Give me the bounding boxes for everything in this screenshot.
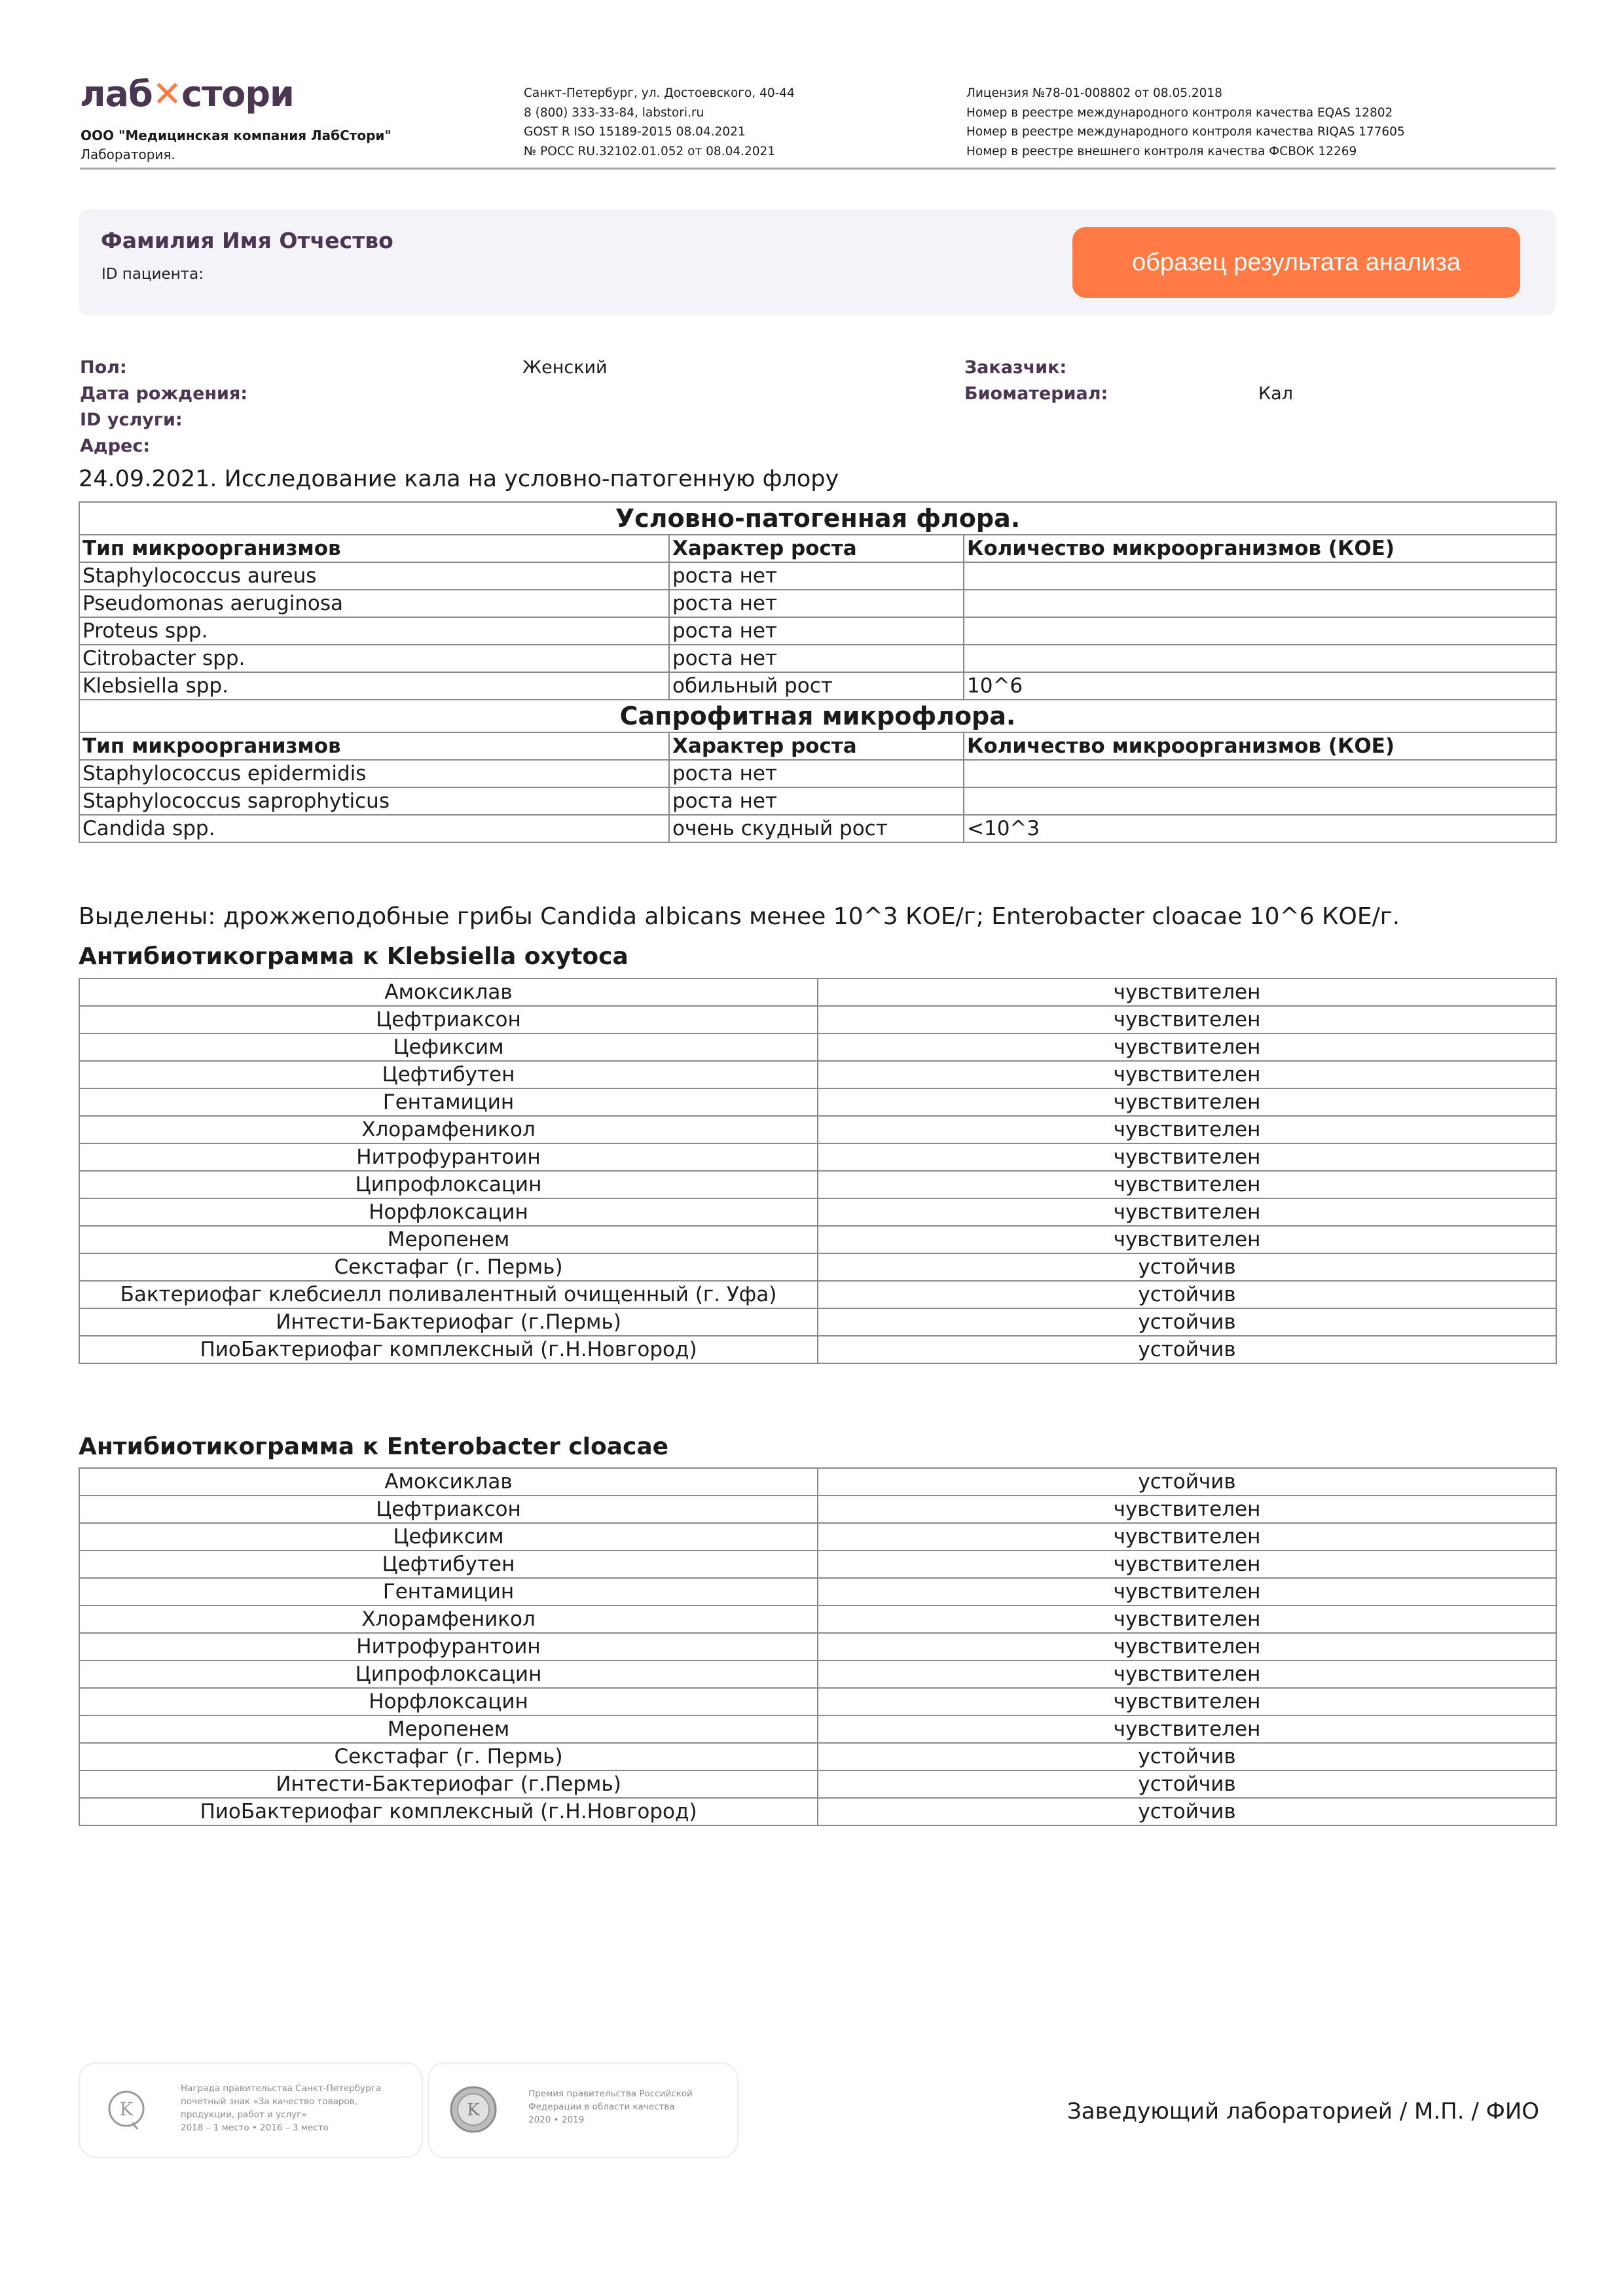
antibiogram-row <box>79 1468 1556 1496</box>
drug-cell: Норфлоксацин <box>79 1688 818 1715</box>
organism-cell: Proteus spp. <box>79 617 669 645</box>
quality-award-icon <box>103 2087 149 2133</box>
antibiogram-row <box>79 1551 1556 1578</box>
drug-cell: Хлорамфеникол <box>79 1116 818 1143</box>
quality-medal-icon <box>448 2085 498 2134</box>
svg-text:K: K <box>467 2100 480 2120</box>
sensitivity-cell: чувствителен <box>818 1523 1556 1551</box>
sensitivity-cell: чувствителен <box>818 1688 1556 1715</box>
flora-row <box>79 760 1556 787</box>
drug-cell: Цефтриаксон <box>79 1496 818 1523</box>
drug-cell: Секстафаг (г. Пермь) <box>79 1743 818 1770</box>
licenses-block <box>966 84 1405 161</box>
sensitivity-cell: устойчив <box>818 1798 1556 1825</box>
award-card-rf <box>428 2062 739 2158</box>
antibiogram-row <box>79 1061 1556 1088</box>
antibiogram-row <box>79 1033 1556 1061</box>
sensitivity-cell: чувствителен <box>818 1198 1556 1226</box>
dob-label: Дата рождения: <box>80 384 248 404</box>
antibiogram-row <box>79 1308 1556 1336</box>
license-riqas: Номер в реестре международного контроля качества RIQAS 177605 <box>966 125 1405 139</box>
biomaterial-value: Кал <box>1258 384 1293 404</box>
drug-cell: Норфлоксацин <box>79 1198 818 1226</box>
organism-cell: Klebsiella spp. <box>79 672 669 700</box>
drug-cell: Нитрофурантоин <box>79 1633 818 1660</box>
organism-cell: Citrobacter spp. <box>79 645 669 672</box>
pathogenic-section-title: Условно-патогенная флора. <box>79 502 1556 535</box>
cfu-cell: 10^6 <box>964 672 1556 700</box>
organism-cell: Staphylococcus saprophyticus <box>79 787 669 815</box>
sensitivity-cell: чувствителен <box>818 1143 1556 1171</box>
license-fsvok: Номер в реестре внешнего контроля качества ФСВОК 12269 <box>966 144 1357 158</box>
antibiogram-row <box>79 1226 1556 1253</box>
antibiogram-enterobacter-title: Антибиотикограмма к Enterobacter cloacae <box>79 1433 669 1460</box>
growth-cell: роста нет <box>669 760 964 787</box>
svg-text:K: K <box>119 2098 134 2120</box>
sensitivity-cell: чувствителен <box>818 1715 1556 1743</box>
column-header: Количество микроорганизмов (КОЕ) <box>964 732 1556 760</box>
flora-row <box>79 590 1556 617</box>
cfu-cell <box>964 562 1556 590</box>
growth-cell: роста нет <box>669 617 964 645</box>
antibiogram-row <box>79 1281 1556 1308</box>
patient-id-label: ID пациента: <box>101 266 204 283</box>
award-card-spb <box>79 2062 423 2158</box>
contacts-block <box>524 84 795 161</box>
organism-cell: Staphylococcus aureus <box>79 562 669 590</box>
company-subtitle: Лаборатория. <box>81 147 175 162</box>
biomaterial-label: Биоматериал: <box>964 384 1108 404</box>
sensitivity-cell: устойчив <box>818 1281 1556 1308</box>
labstori-logo[interactable]: лаб✕стори <box>80 73 294 115</box>
header-divider <box>80 168 1556 170</box>
sensitivity-cell: чувствителен <box>818 1551 1556 1578</box>
flora-row <box>79 562 1556 590</box>
drug-cell: Цефтибутен <box>79 1551 818 1578</box>
contact-phone-site: 8 (800) 333-33-84, labstori.ru <box>524 105 704 120</box>
award-text-spb: Награда правительства Санкт-Петербурга почетный знак «За качество товаров, продукции, работ и услуг» 2018 – 1 место • 2016 – 3 место <box>181 2083 382 2133</box>
antibiogram-row <box>79 1605 1556 1633</box>
flora-row <box>79 617 1556 645</box>
antibiogram-row <box>79 1770 1556 1798</box>
sensitivity-cell: устойчив <box>818 1743 1556 1770</box>
antibiogram-row <box>79 1633 1556 1660</box>
logo-mark-icon: ✕ <box>152 73 181 115</box>
sensitivity-cell: чувствителен <box>818 1171 1556 1198</box>
sensitivity-cell: чувствителен <box>818 1660 1556 1688</box>
drug-cell: Нитрофурантоин <box>79 1143 818 1171</box>
flora-row <box>79 787 1556 815</box>
drug-cell: Амоксиклав <box>79 1468 818 1496</box>
license-line: Лицензия №78-01-008802 от 08.05.2018 <box>966 86 1222 100</box>
antibiogram-klebsiella-title: Антибиотикограмма к Klebsiella oxytoca <box>79 943 629 970</box>
column-header: Характер роста <box>669 535 964 562</box>
antibiogram-klebsiella-table <box>79 978 1557 1364</box>
flora-row <box>79 815 1556 842</box>
drug-cell: Интести-Бактериофаг (г.Пермь) <box>79 1308 818 1336</box>
sample-result-button[interactable]: образец результата анализа <box>1072 227 1520 298</box>
sensitivity-cell: устойчив <box>818 1336 1556 1363</box>
drug-cell: Амоксиклав <box>79 978 818 1006</box>
drug-cell: Интести-Бактериофаг (г.Пермь) <box>79 1770 818 1798</box>
sensitivity-cell: устойчив <box>818 1308 1556 1336</box>
sex-value: Женский <box>522 357 608 378</box>
antibiogram-row <box>79 1116 1556 1143</box>
sensitivity-cell: чувствителен <box>818 1633 1556 1660</box>
drug-cell: Хлорамфеникол <box>79 1605 818 1633</box>
sensitivity-cell: чувствителен <box>818 1116 1556 1143</box>
flora-row <box>79 672 1556 700</box>
flora-table <box>79 501 1557 843</box>
antibiogram-row <box>79 1006 1556 1033</box>
contact-gost: GOST R ISO 15189-2015 08.04.2021 <box>524 125 746 139</box>
flora-header-row <box>79 732 1556 760</box>
antibiogram-row <box>79 978 1556 1006</box>
antibiogram-row <box>79 1743 1556 1770</box>
flora-section-row <box>79 700 1556 732</box>
drug-cell: ПиоБактериофаг комплексный (г.Н.Новгород) <box>79 1798 818 1825</box>
antibiogram-row <box>79 1336 1556 1363</box>
column-header: Тип микроорганизмов <box>79 535 669 562</box>
drug-cell: Меропенем <box>79 1226 818 1253</box>
antibiogram-row <box>79 1578 1556 1605</box>
drug-cell: Секстафаг (г. Пермь) <box>79 1253 818 1281</box>
cfu-cell <box>964 787 1556 815</box>
drug-cell: Цефиксим <box>79 1033 818 1061</box>
sex-label: Пол: <box>80 357 127 378</box>
drug-cell: Гентамицин <box>79 1088 818 1116</box>
patient-name: Фамилия Имя Отчество <box>101 228 393 253</box>
flora-section-row <box>79 502 1556 535</box>
antibiogram-row <box>79 1715 1556 1743</box>
sensitivity-cell: устойчив <box>818 1770 1556 1798</box>
contact-ross: № РОСС RU.32102.01.052 от 08.04.2021 <box>524 144 776 158</box>
drug-cell: Бактериофаг клебсиелл поливалентный очищенный (г. Уфа) <box>79 1281 818 1308</box>
growth-cell: очень скудный рост <box>669 815 964 842</box>
isolated-organisms: Выделены: дрожжеподобные грибы Candida albicans менее 10^3 КОЕ/г; Enterobacter cloacae 10^6 КОЕ/г. <box>79 903 1400 930</box>
organism-cell: Pseudomonas aeruginosa <box>79 590 669 617</box>
sensitivity-cell: чувствителен <box>818 978 1556 1006</box>
sensitivity-cell: чувствителен <box>818 1496 1556 1523</box>
drug-cell: Гентамицин <box>79 1578 818 1605</box>
antibiogram-row <box>79 1523 1556 1551</box>
antibiogram-row <box>79 1171 1556 1198</box>
address-label: Адрес: <box>80 436 151 456</box>
sensitivity-cell: чувствителен <box>818 1605 1556 1633</box>
study-title: 24.09.2021. Исследование кала на условно-патогенную флору <box>79 466 839 492</box>
company-name: ООО "Медицинская компания ЛабСтори" <box>81 128 392 143</box>
contact-address: Санкт-Петербург, ул. Достоевского, 40-44 <box>524 86 795 100</box>
column-header: Характер роста <box>669 732 964 760</box>
column-header: Количество микроорганизмов (КОЕ) <box>964 535 1556 562</box>
organism-cell: Staphylococcus epidermidis <box>79 760 669 787</box>
sensitivity-cell: чувствителен <box>818 1061 1556 1088</box>
award-text-rf: Премия правительства Российской Федерации в области качества 2020 • 2019 <box>528 2089 693 2125</box>
drug-cell: Цефтриаксон <box>79 1006 818 1033</box>
sensitivity-cell: чувствителен <box>818 1088 1556 1116</box>
antibiogram-row <box>79 1660 1556 1688</box>
drug-cell: Цефиксим <box>79 1523 818 1551</box>
flora-header-row <box>79 535 1556 562</box>
sensitivity-cell: устойчив <box>818 1253 1556 1281</box>
growth-cell: роста нет <box>669 590 964 617</box>
sensitivity-cell: чувствителен <box>818 1226 1556 1253</box>
antibiogram-enterobacter-table <box>79 1467 1557 1826</box>
service-id-label: ID услуги: <box>80 410 183 430</box>
license-eqas: Номер в реестре международного контроля качества EQAS 12802 <box>966 105 1393 120</box>
growth-cell: роста нет <box>669 645 964 672</box>
cfu-cell <box>964 590 1556 617</box>
customer-label: Заказчик: <box>964 357 1067 378</box>
growth-cell: роста нет <box>669 562 964 590</box>
drug-cell: Цефтибутен <box>79 1061 818 1088</box>
column-header: Тип микроорганизмов <box>79 732 669 760</box>
drug-cell: Меропенем <box>79 1715 818 1743</box>
cfu-cell: <10^3 <box>964 815 1556 842</box>
drug-cell: ПиоБактериофаг комплексный (г.Н.Новгород) <box>79 1336 818 1363</box>
antibiogram-row <box>79 1496 1556 1523</box>
sensitivity-cell: устойчив <box>818 1468 1556 1496</box>
drug-cell: Ципрофлоксацин <box>79 1660 818 1688</box>
cfu-cell <box>964 645 1556 672</box>
cfu-cell <box>964 617 1556 645</box>
antibiogram-row <box>79 1688 1556 1715</box>
organism-cell: Candida spp. <box>79 815 669 842</box>
growth-cell: обильный рост <box>669 672 964 700</box>
sensitivity-cell: чувствителен <box>818 1006 1556 1033</box>
cfu-cell <box>964 760 1556 787</box>
antibiogram-row <box>79 1198 1556 1226</box>
antibiogram-row <box>79 1088 1556 1116</box>
sensitivity-cell: чувствителен <box>818 1578 1556 1605</box>
growth-cell: роста нет <box>669 787 964 815</box>
saprophytic-section-title: Сапрофитная микрофлора. <box>79 700 1556 732</box>
flora-row <box>79 645 1556 672</box>
antibiogram-row <box>79 1143 1556 1171</box>
antibiogram-row <box>79 1253 1556 1281</box>
signature-line: Заведующий лабораторией / М.П. / ФИО <box>1067 2098 1540 2125</box>
sensitivity-cell: чувствителен <box>818 1033 1556 1061</box>
drug-cell: Ципрофлоксацин <box>79 1171 818 1198</box>
antibiogram-row <box>79 1798 1556 1825</box>
